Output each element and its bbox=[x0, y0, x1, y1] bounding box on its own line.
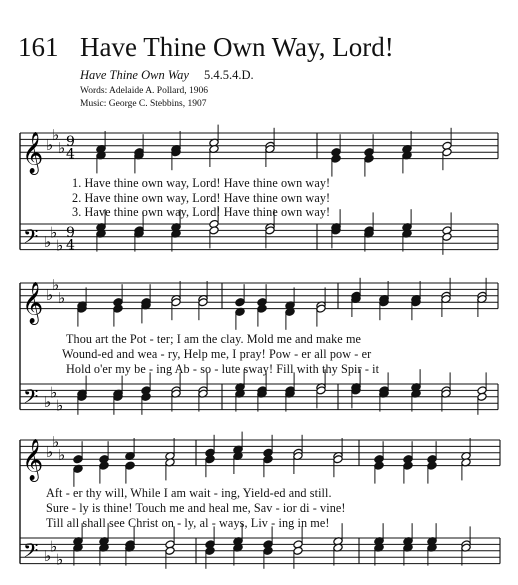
flat-sign: ♭ bbox=[50, 537, 58, 556]
treble-clef: 𝄞 bbox=[22, 132, 44, 174]
flat-sign: ♭ bbox=[52, 276, 60, 295]
flat-sign: ♭ bbox=[46, 285, 54, 304]
time-signature-top: 9 bbox=[66, 133, 75, 150]
treble-clef: 𝄞 bbox=[22, 439, 44, 481]
lyric-line: 1. Have thine own way, Lord! Have thine own way! bbox=[72, 176, 331, 190]
flat-sign: ♭ bbox=[44, 393, 52, 412]
lyric-line: Thou art the Pot - ter; I am the clay. Mold me and make me bbox=[66, 332, 362, 346]
lyric-line: Hold o'er my be - ing Ab - so - lute sway! Fill with thy Spir - it bbox=[66, 362, 380, 376]
flat-sign: ♭ bbox=[50, 223, 58, 242]
flat-sign: ♭ bbox=[46, 442, 54, 461]
flat-sign: ♭ bbox=[52, 433, 60, 452]
bass-clef: 𝄢 bbox=[23, 385, 39, 414]
meter: 5.4.5.4.D. bbox=[204, 68, 254, 82]
hymn-number: 161 bbox=[18, 32, 59, 62]
flat-sign: ♭ bbox=[46, 135, 54, 154]
lyric-line: 3. Have thine own way, Lord! Have thine own way! bbox=[72, 205, 331, 219]
flat-sign: ♭ bbox=[56, 396, 64, 415]
hymn-title: Have Thine Own Way, Lord! bbox=[80, 32, 394, 62]
words-credit: Words: Adelaide A. Pollard, 1906 bbox=[80, 86, 208, 96]
lyric-line: Wound-ed and wea - ry, Help me, I pray! Pow - er all pow - er bbox=[62, 347, 372, 361]
flat-sign: ♭ bbox=[56, 550, 64, 569]
treble-clef: 𝄞 bbox=[22, 282, 44, 324]
flat-sign: ♭ bbox=[44, 233, 52, 252]
flat-sign: ♭ bbox=[56, 236, 64, 255]
time-signature-top: 9 bbox=[66, 224, 75, 241]
tune-name: Have Thine Own Way bbox=[80, 68, 189, 82]
bass-clef: 𝄢 bbox=[23, 539, 39, 568]
bass-clef: 𝄢 bbox=[23, 225, 39, 254]
flat-sign: ♭ bbox=[58, 289, 66, 307]
lyric-line: Till all shall see Christ on - ly, al - ways, Liv - ing in me! bbox=[46, 516, 330, 530]
flat-sign: ♭ bbox=[50, 383, 58, 402]
time-signature-bottom: 4 bbox=[66, 237, 75, 254]
flat-sign: ♭ bbox=[58, 139, 66, 157]
lyric-line: Aft - er thy will, While I am wait - ing, Yield-ed and still. bbox=[46, 486, 332, 500]
flat-sign: ♭ bbox=[58, 446, 66, 464]
time-signature-bottom: 4 bbox=[66, 146, 75, 163]
lyric-line: 2. Have thine own way, Lord! Have thine own way! bbox=[72, 191, 331, 205]
lyric-line: Sure - ly is thine! Touch me and heal me, Sav - ior di - vine! bbox=[46, 501, 346, 515]
flat-sign: ♭ bbox=[44, 547, 52, 566]
flat-sign: ♭ bbox=[52, 126, 60, 145]
music-credit: Music: George C. Stebbins, 1907 bbox=[80, 99, 207, 109]
